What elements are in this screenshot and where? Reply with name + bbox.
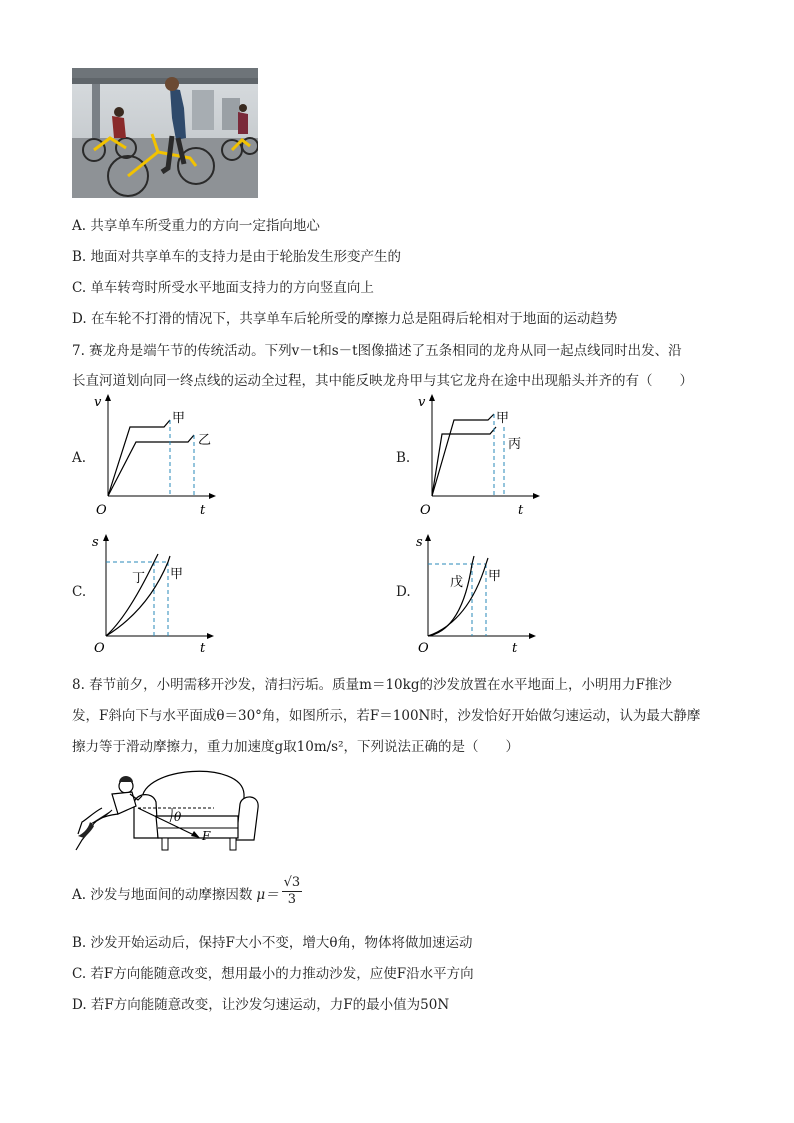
q7-graph-c-label: C.	[72, 584, 87, 600]
q6-option-c: C. 单车转弯时所受水平地面支持力的方向竖直向上	[72, 280, 374, 296]
q7-stem-line-2: 长直河道划向同一终点线的运动全过程，其中能反映龙舟甲与其它龙舟在途中出现船头并齐的有（ ）	[72, 373, 693, 389]
q7-graph-d-xaxis: t	[512, 641, 518, 656]
q7-graph-d-curve-jia	[428, 558, 488, 636]
q7-graph-a-xaxis: t	[200, 503, 206, 518]
q7-graph-b-xaxis: t	[518, 503, 524, 518]
force-label: F	[202, 829, 211, 843]
q7-graph-d-origin: O	[418, 641, 429, 656]
q7-graph-a-origin: O	[96, 503, 107, 518]
q7-graph-c	[88, 530, 218, 658]
q6-option-a: A. 共享单车所受重力的方向一定指向地心	[72, 218, 320, 234]
q8-option-d: D. 若F方向能随意改变，让沙发匀速运动，力F的最小值为50N	[72, 997, 450, 1013]
q7-graph-c-label-jia: 甲	[170, 567, 184, 582]
q7-graph-d-label-jia: 甲	[488, 569, 502, 584]
q7-graph-b-origin: O	[420, 503, 431, 518]
q7-graph-d-yaxis: s	[416, 535, 423, 550]
q7-graph-b-label-jia: 甲	[496, 411, 510, 426]
q8-stem-line-1: 8. 春节前夕，小明需移开沙发，清扫污垢。质量m＝10kg的沙发放置在水平地面上，小明用力F推沙	[72, 677, 672, 693]
q7-graph-b	[412, 392, 542, 520]
q7-stem-line-1: 7. 赛龙舟是端午节的传统活动。下列v－t和s－t图像描述了五条相同的龙舟从同一起点线同时出发、沿	[72, 343, 682, 359]
q8-sofa-figure	[72, 760, 262, 858]
q8-option-b: B. 沙发开始运动后，保持F大小不变，增大θ角，物体将做加速运动	[72, 935, 473, 951]
q6-option-d: D. 在车轮不打滑的情况下，共享单车后轮所受的摩擦力总是阻碍后轮相对于地面的运动趋势	[72, 311, 618, 327]
q7-graph-d-curve-wu	[428, 556, 474, 636]
q7-graph-b-yaxis: v	[418, 395, 426, 410]
q8-stem-line-3: 擦力等于滑动摩擦力，重力加速度g取10m/s²，下列说法正确的是（ ）	[72, 739, 520, 755]
q7-graph-b-label: B.	[396, 450, 411, 466]
q7-graph-a-label: A.	[72, 450, 87, 466]
q7-graph-a	[88, 392, 218, 520]
q8-option-c: C. 若F方向能随意改变，想用最小的力推动沙发，应使F沿水平方向	[72, 966, 474, 982]
q7-graph-a-curve-jia	[108, 420, 170, 496]
theta-label: θ	[174, 810, 182, 824]
q8-stem-line-2: 发，F斜向下与水平面成θ＝30°角，如图所示，若F＝100N时，沙发恰好开始做匀速运动，认为最大静摩	[72, 708, 701, 724]
q7-graph-d	[412, 530, 542, 658]
q7-graph-b-curve-jia	[432, 414, 494, 496]
q7-graph-d-label: D.	[396, 584, 411, 600]
q7-graph-d-label-wu: 戊	[450, 575, 464, 590]
q7-graph-c-curve-jia	[106, 556, 170, 636]
q7-graph-c-label-ding: 丁	[132, 571, 146, 586]
shared-bike-photo	[72, 68, 258, 198]
q7-graph-c-yaxis: s	[92, 535, 99, 550]
q7-graph-c-xaxis: t	[200, 641, 206, 656]
q7-graph-c-origin: O	[94, 641, 105, 656]
q7-graph-a-label-yi: 乙	[198, 433, 212, 448]
q8-option-a: A. 沙发与地面间的动摩擦因数 μ＝ √3 3	[72, 875, 301, 907]
sofa-right-arm	[236, 797, 258, 840]
q7-graph-a-curve-yi	[108, 435, 194, 496]
q7-graph-a-yaxis: v	[94, 395, 102, 410]
q6-option-b: B. 地面对共享单车的支持力是由于轮胎发生形变产生的	[72, 249, 402, 265]
q7-graph-b-label-bing: 丙	[508, 437, 522, 452]
q7-graph-a-label-jia: 甲	[172, 411, 186, 426]
